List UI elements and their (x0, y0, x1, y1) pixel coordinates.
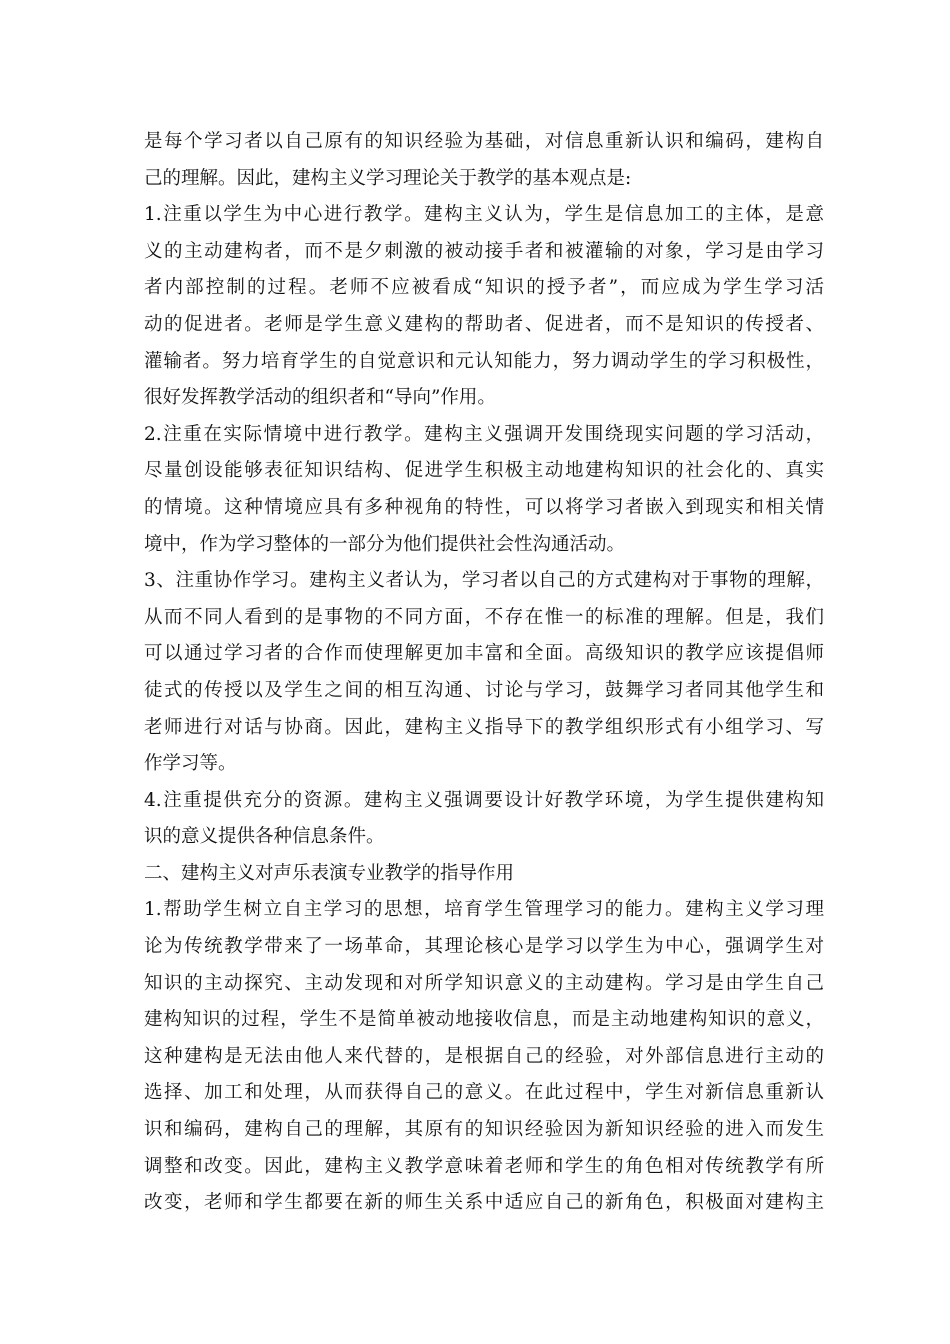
text-line: 3、注重协作学习。建构主义者认为，学习者以自己的方式建构对于事物的理解， (144, 570, 824, 592)
text-line: 从而不同人看到的是事物的不同方面，不存在惟一的标准的理解。但是，我们 (144, 606, 824, 628)
text-line: 很好发挥教学活动的组织者和“导向”作用。 (144, 387, 496, 409)
text-line: 己的理解。因此，建构主义学习理论关于教学的基本观点是: (144, 167, 632, 189)
text-line: 者内部控制的过程。老师不应被看成“知识的授予者”，而应成为学生学习活 (144, 277, 824, 299)
text-line: 动的促进者。老师是学生意义建构的帮助者、促进者，而不是知识的传授者、 (144, 313, 824, 335)
text-line: 1.帮助学生树立自主学习的思想，培育学生管理学习的能力。建构主义学习理 (144, 899, 824, 921)
text-line: 4.注重提供充分的资源。建构主义强调要设计好教学环境，为学生提供建构知 (144, 789, 824, 811)
text-line: 尽量创设能够表征知识结构、促进学生积极主动地建构知识的社会化的、真实 (144, 460, 824, 482)
text-line: 选择、加工和处理，从而获得自己的意义。在此过程中，学生对新信息重新认 (144, 1082, 824, 1104)
text-line: 境中，作为学习整体的一部分为他们提供社会性沟通活动。 (144, 533, 626, 555)
text-line: 调整和改变。因此，建构主义教学意味着老师和学生的角色相对传统教学有所 (144, 1155, 824, 1177)
text-line: 1.注重以学生为中心进行教学。建构主义认为，学生是信息加工的主体，是意 (144, 204, 824, 226)
text-line: 建构知识的过程，学生不是简单被动地接收信息，而是主动地建构知识的意义， (144, 1009, 824, 1031)
text-line: 这种建构是无法由他人来代替的，是根据自己的经验，对外部信息进行主动的 (144, 1045, 824, 1067)
text-line: 2.注重在实际情境中进行教学。建构主义强调开发围绕现实问题的学习活动， (144, 423, 824, 445)
text-line: 徒式的传授以及学生之间的相互沟通、讨论与学习，鼓舞学习者同其他学生和 (144, 679, 824, 701)
text-line: 是每个学习者以自己原有的知识经验为基础，对信息重新认识和编码，建构自 (144, 131, 824, 152)
text-line: 作学习等。 (144, 753, 237, 775)
text-line: 灌输者。努力培育学生的自觉意识和元认知能力，努力调动学生的学习积极性， (144, 350, 824, 372)
text-line: 改变，老师和学生都要在新的师生关系中适应自己的新角色，积极面对建构主 (144, 1192, 824, 1214)
text-line: 识和编码，建构自己的理解，其原有的知识经验因为新知识经验的进入而发生 (144, 1119, 824, 1141)
text-line: 义的主动建构者，而不是夕刺激的被动接手者和被灌输的对象，学习是由学习 (144, 240, 824, 262)
text-line: 二、建构主义对声乐表演专业教学的指导作用 (144, 862, 515, 884)
text-line: 论为传统教学带来了一场革命，其理论核心是学习以学生为中心，强调学生对 (144, 936, 824, 958)
text-line: 知识的主动探究、主动发现和对所学知识意义的主动建构。学习是由学生自己 (144, 972, 824, 994)
text-line: 识的意义提供各种信息条件。 (144, 826, 385, 848)
text-line: 老师进行对话与协商。因此，建构主义指导下的教学组织形式有小组学习、写 (144, 716, 824, 738)
text-line: 可以通过学习者的合作而使理解更加丰富和全面。高级知识的教学应该提倡师 (144, 643, 824, 665)
text-line: 的情境。这种情境应具有多种视角的特性，可以将学习者嵌入到现实和相关情 (144, 496, 824, 518)
body-text (144, 124, 824, 1222)
